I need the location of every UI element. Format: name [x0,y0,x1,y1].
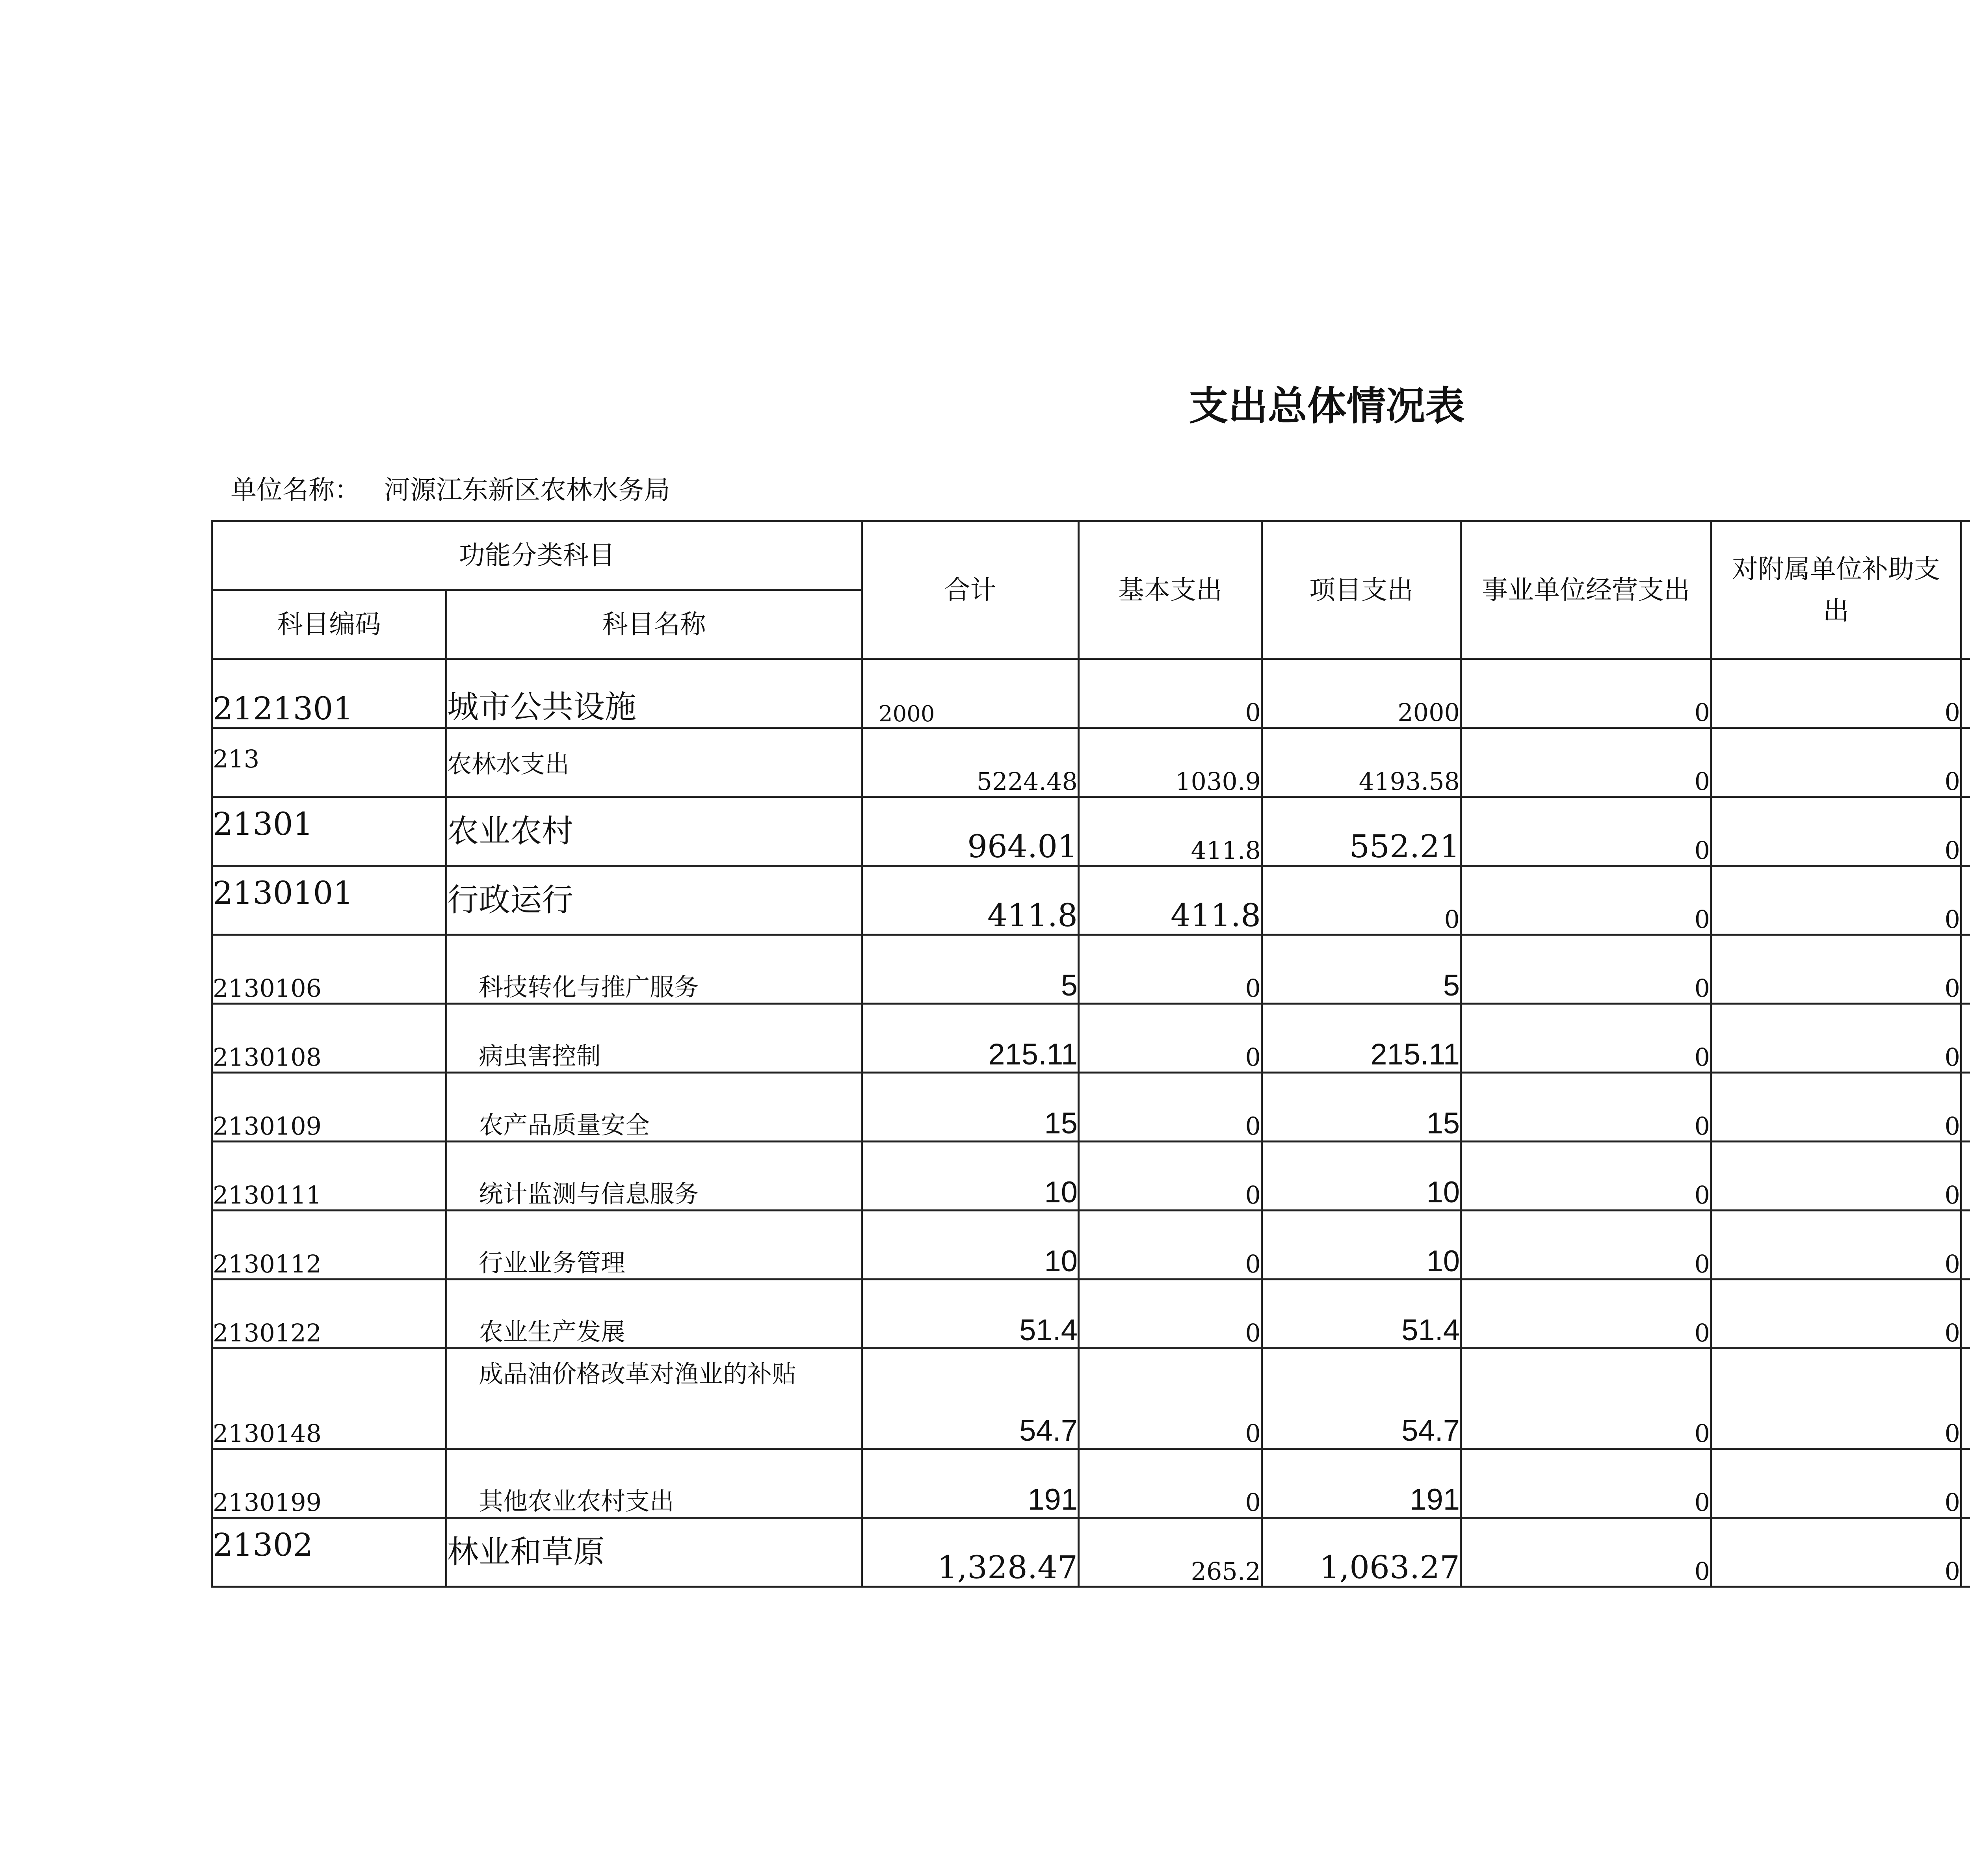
unit-name-value: 河源江东新区农林水务局 [384,475,670,505]
row-business: 0 [1461,1142,1711,1211]
row-name: 行业业务管理 [446,1211,862,1280]
table-row [212,1142,1970,1211]
row-name: 科技转化与推广服务 [446,935,862,1004]
row-project: 191 [1262,1449,1461,1518]
row-name: 统计监测与信息服务 [446,1142,862,1211]
row-code: 2130148 [212,1348,446,1449]
row-subsidy: 0 [1711,1280,1961,1348]
row-project: 51.4 [1262,1280,1461,1348]
row-upper [1961,659,1970,728]
row-basic: 411.8 [1079,797,1262,866]
row-subsidy: 0 [1711,1211,1961,1280]
table-row [212,659,1970,728]
row-subsidy: 0 [1711,1348,1961,1449]
row-upper [1961,866,1970,935]
table-body [212,659,1970,1587]
row-total: 411.8 [862,866,1079,935]
row-upper [1961,1073,1970,1142]
row-upper [1961,1280,1970,1348]
row-code: 2130109 [212,1073,446,1142]
row-project: 10 [1262,1142,1461,1211]
table-row [212,728,1970,797]
row-upper [1961,935,1970,1004]
row-business: 0 [1461,1280,1711,1348]
row-business: 0 [1461,1073,1711,1142]
row-total: 5 [862,935,1079,1004]
row-project: 552.21 [1262,797,1461,866]
row-code: 2130106 [212,935,446,1004]
row-name: 农产品质量安全 [446,1073,862,1142]
row-business: 0 [1461,1004,1711,1073]
row-project: 215.11 [1262,1004,1461,1073]
row-total: 51.4 [862,1280,1079,1348]
row-business: 0 [1461,1449,1711,1518]
table-row [212,1348,1970,1449]
row-basic: 265.2 [1079,1518,1262,1587]
row-basic: 0 [1079,1449,1262,1518]
row-basic: 0 [1079,1073,1262,1142]
table-row [212,1211,1970,1280]
row-business: 0 [1461,866,1711,935]
row-total: 5224.48 [862,728,1079,797]
row-code: 2121301 [212,659,446,728]
row-project: 0 [1262,866,1461,935]
row-basic: 1030.9 [1079,728,1262,797]
row-name: 农业生产发展 [446,1280,862,1348]
row-upper [1961,1004,1970,1073]
header-total: 合计 [862,521,1079,659]
row-basic: 0 [1079,1004,1262,1073]
table-row [212,1073,1970,1142]
table-row [212,935,1970,1004]
unit-name-line [230,469,670,506]
row-upper [1961,1211,1970,1280]
row-business: 0 [1461,1518,1711,1587]
row-business: 0 [1461,1211,1711,1280]
row-subsidy: 0 [1711,866,1961,935]
header-func-class: 功能分类科目 [212,521,862,590]
row-code: 21301 [212,797,446,866]
row-basic: 0 [1079,1211,1262,1280]
row-code: 2130199 [212,1449,446,1518]
row-project: 10 [1262,1211,1461,1280]
table-row [212,1449,1970,1518]
row-total: 54.7 [862,1348,1079,1449]
table-row [212,1280,1970,1348]
row-total: 15 [862,1073,1079,1142]
row-name: 林业和草原 [446,1518,862,1587]
row-project: 15 [1262,1073,1461,1142]
row-subsidy: 0 [1711,1073,1961,1142]
row-project: 4193.58 [1262,728,1461,797]
row-total: 191 [862,1449,1079,1518]
row-subsidy: 0 [1711,1449,1961,1518]
row-subsidy: 0 [1711,1142,1961,1211]
row-subsidy: 0 [1711,1518,1961,1587]
row-subsidy: 0 [1711,935,1961,1004]
row-basic: 0 [1079,659,1262,728]
page-title: 支出总体情况表 [1189,383,1465,429]
row-name: 城市公共设施 [446,659,862,728]
table-row [212,797,1970,866]
row-code: 2130101 [212,866,446,935]
header-project: 项目支出 [1262,521,1461,659]
row-business: 0 [1461,659,1711,728]
table-row [212,866,1970,935]
header-subsidy: 对附属单位补助支出 [1711,521,1961,659]
row-upper [1961,1142,1970,1211]
row-code: 213 [212,728,446,797]
header-upper [1961,521,1970,659]
row-upper [1961,1348,1970,1449]
row-code: 2130111 [212,1142,446,1211]
row-name: 其他农业农村支出 [446,1449,862,1518]
header-business: 事业单位经营支出 [1461,521,1711,659]
unit-name-label: 单位名称： [230,475,361,505]
row-basic: 0 [1079,935,1262,1004]
row-name: 病虫害控制 [446,1004,862,1073]
row-total: 2000 [862,659,1079,728]
row-subsidy: 0 [1711,728,1961,797]
row-name: 行政运行 [446,866,862,935]
row-business: 0 [1461,935,1711,1004]
row-upper [1961,1518,1970,1587]
row-project: 2000 [1262,659,1461,728]
row-basic: 411.8 [1079,866,1262,935]
expenditure-table [211,520,1970,1588]
row-name: 成品油价格改革对渔业的补贴 [446,1348,862,1449]
row-basic: 0 [1079,1348,1262,1449]
table-row [212,1004,1970,1073]
row-name: 农业农村 [446,797,862,866]
row-upper [1961,1449,1970,1518]
row-total: 215.11 [862,1004,1079,1073]
table-row [212,1518,1970,1587]
row-business: 0 [1461,728,1711,797]
row-upper [1961,797,1970,866]
row-code: 2130108 [212,1004,446,1073]
row-subsidy: 0 [1711,797,1961,866]
row-basic: 0 [1079,1280,1262,1348]
row-upper [1961,728,1970,797]
table-header [212,521,1970,659]
row-total: 1,328.47 [862,1518,1079,1587]
row-business: 0 [1461,797,1711,866]
header-basic: 基本支出 [1079,521,1262,659]
row-subsidy: 0 [1711,659,1961,728]
row-basic: 0 [1079,1142,1262,1211]
row-total: 10 [862,1142,1079,1211]
row-project: 5 [1262,935,1461,1004]
row-code: 2130122 [212,1280,446,1348]
header-name: 科目名称 [446,590,862,659]
row-code: 2130112 [212,1211,446,1280]
row-total: 10 [862,1211,1079,1280]
row-project: 1,063.27 [1262,1518,1461,1587]
row-code: 21302 [212,1518,446,1587]
row-total: 964.01 [862,797,1079,866]
row-name: 农林水支出 [446,728,862,797]
row-business: 0 [1461,1348,1711,1449]
row-project: 54.7 [1262,1348,1461,1449]
header-code: 科目编码 [212,590,446,659]
row-subsidy: 0 [1711,1004,1961,1073]
